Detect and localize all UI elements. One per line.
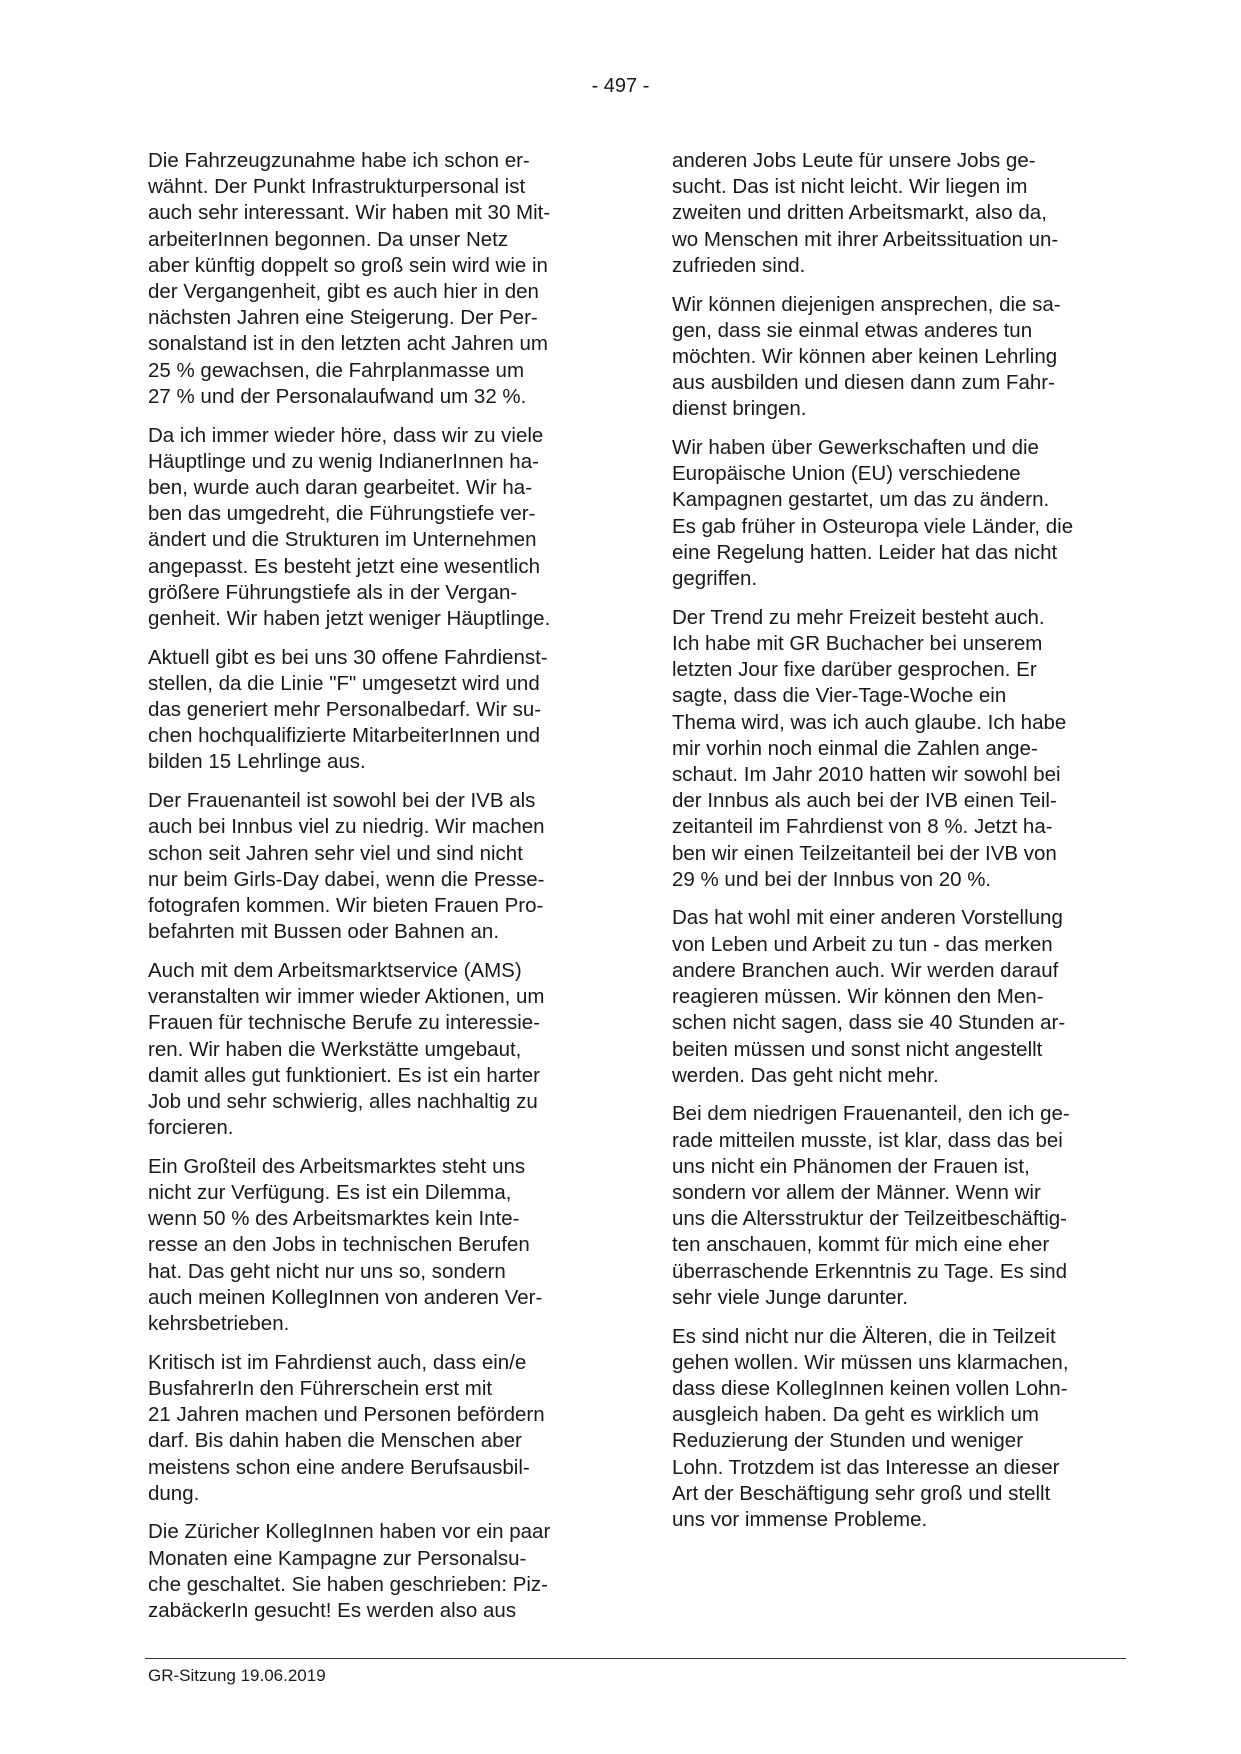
footer-session-date: GR-Sitzung 19.06.2019 [148,1666,326,1685]
left-column [148,148,618,1637]
right-column [672,148,1142,1546]
paragraph: Die Züricher KollegInnen haben vor ein paar Monaten eine Kampagne zur Personalsu- che geschaltet. Sie haben geschrieben: Piz- zabäckerIn gesucht! Es werden also aus [148,1520,551,1623]
paragraph: Wir können diejenigen ansprechen, die sa- gen, dass sie einmal etwas anderes tun möchten. Wir können aber keinen Lehrling aus ausbilden und diesen dann zum Fahr- dienst bringen. [672,292,1061,421]
paragraph: Das hat wohl mit einer anderen Vorstellung von Leben und Arbeit zu tun - das merken andere Branchen auch. Wir werden darauf reagieren müssen. Wir können den Men- schen nicht sagen, dass sie 40 Stunden ar- beiten müssen und sonst nicht angestellt werden. Das geht nicht mehr. [672,906,1066,1087]
paragraph: Es sind nicht nur die Älteren, die in Teilzeit gehen wollen. Wir müssen uns klarmachen, dass diese KollegInnen keinen vollen Lohn- ausgleich haben. Da geht es wirklich um Reduzierung der Stunden und weniger Lohn. Trotzdem ist das Interesse an dieser Art der Beschäftigung sehr groß und stellt uns vor immense Probleme. [672,1324,1069,1531]
paragraph: Da ich immer wieder höre, dass wir zu viele Häuptlinge und zu wenig IndianerInnen ha- ben, wurde auch daran gearbeitet. Wir ha- ben das umgedreht, die Führungstiefe ver- ändert und die Strukturen im Unternehmen angepasst. Es besteht jetzt eine wesentlich größere Führungstiefe als in der Vergan- genheit. Wir haben jetzt weniger Häuptlinge. [148,423,551,630]
page-number: - 497 - [591,75,650,97]
paragraph: Die Fahrzeugzunahme habe ich schon er- wähnt. Der Punkt Infrastrukturpersonal ist auch sehr interessant. Wir haben mit 30 Mit- arbeiterInnen begonnen. Da unser Netz aber künftig doppelt so groß sein wird wie in der Vergangenheit, gibt es auch hier in den nächsten Jahren eine Steigerung. Der Per- sonalstand ist in den letzten acht Jahren um 25 % gewachsen, die Fahrplanmasse um 27 % und der Personalaufwand um 32 %. [148,149,551,408]
paragraph: anderen Jobs Leute für unsere Jobs ge- sucht. Das ist nicht leicht. Wir liegen im zweiten und dritten Arbeitsmarkt, also da, wo Menschen mit ihrer Arbeitssituation un- zufrieden sind. [672,149,1059,277]
paragraph: Kritisch ist im Fahrdienst auch, dass ein/e BusfahrerIn den Führerschein erst mit 21 Jahren machen und Personen befördern darf. Bis dahin haben die Menschen aber meistens schon eine andere Berufsausbil- dung. [148,1350,545,1505]
paragraph: Wir haben über Gewerkschaften und die Europäische Union (EU) verschiedene Kampagnen gestartet, um das zu ändern. Es gab früher in Osteuropa viele Länder, die eine Regelung hatten. Leider hat das nicht gegriffen. [672,436,1074,591]
paragraph: Bei dem niedrigen Frauenanteil, den ich ge- rade mitteilen musste, ist klar, dass das bei uns nicht ein Phänomen der Frauen ist, sondern vor allem der Männer. Wenn wir uns die Altersstruktur der Teilzeitbeschäftig- ten anschauen, kommt für mich eine eher überraschende Erkenntnis zu Tage. Es sind sehr viele Junge darunter. [672,1102,1070,1309]
paragraph: Auch mit dem Arbeitsmarktservice (AMS) veranstalten wir immer wieder Aktionen, um Frauen für technische Berufe zu interessie- ren. Wir haben die Werkstätte umgebaut, damit alles gut funktioniert. Es ist ein harter Job und sehr schwierig, alles nachhaltig zu forcieren. [148,958,545,1140]
paragraph: Aktuell gibt es bei uns 30 offene Fahrdienst- stellen, da die Linie "F" umgesetzt wird und das generiert mehr Personalbedarf. Wir su- chen hochqualifizierte MitarbeiterInnen und bilden 15 Lehrlinge aus. [148,645,548,774]
paragraph: Der Frauenanteil ist sowohl bei der IVB als auch bei Innbus viel zu niedrig. Wir machen schon seit Jahren sehr viel und sind nicht nur beim Girls-Day dabei, wenn die Presse- fotografen kommen. Wir bieten Frauen Pro- befahrten mit Bussen oder Bahnen an. [148,789,545,944]
footer-divider [145,1658,1126,1659]
paragraph: Der Trend zu mehr Freizeit besteht auch. Ich habe mit GR Buchacher bei unserem letzten Jour fixe darüber gesprochen. Er sagte, dass die Vier-Tage-Woche ein Thema wird, was ich auch glaube. Ich habe mir vorhin noch einmal die Zahlen ange- schaut. Im Jahr 2010 hatten wir sowohl bei der Innbus als auch bei der IVB einen Teil- zeitanteil im Fahrdienst von 8 %. Jetzt ha- ben wir einen Teilzeitanteil bei der IVB von 29 % und bei der Innbus von 20 %. [672,605,1067,891]
paragraph: Ein Großteil des Arbeitsmarktes steht uns nicht zur Verfügung. Es ist ein Dilemma, wenn 50 % des Arbeitsmarktes kein Inte- resse an den Jobs in technischen Berufen hat. Das geht nicht nur uns so, sondern auch meinen KollegInnen von anderen Ver- kehrsbetrieben. [148,1154,543,1336]
